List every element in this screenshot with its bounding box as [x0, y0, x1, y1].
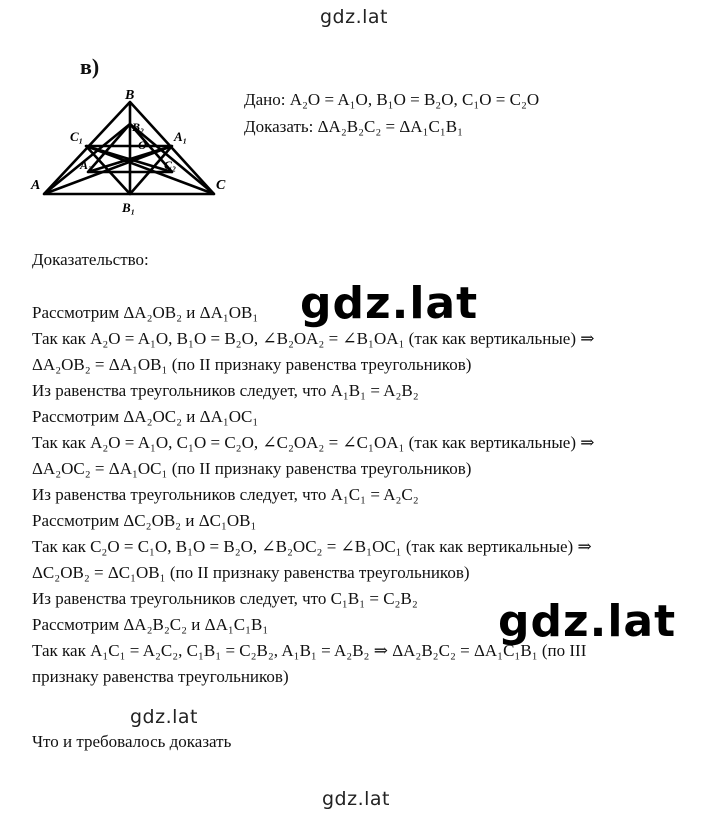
proof-line: Рассмотрим ΔC₂OB₂ и ΔC₁OB₁ — [32, 511, 257, 530]
proof-line: Так как A₁C₁ = A₂C₂, C₁B₁ = C₂B₂, A₁B₁ = A₂B₂ ⇒ ΔA₂B₂C₂ = ΔA₁C₁B₁ (по III — [32, 641, 587, 660]
watermark-top: gdz.lat — [320, 6, 389, 28]
watermark-large-1: gdz.lat — [300, 278, 479, 329]
proof-line: Рассмотрим ΔA₂OB₂ и ΔA₁OB₁ — [32, 303, 259, 322]
proof-line: Так как A₂O = A₁O, B₁O = B₂O, ∠B₂OA₂ = ∠B₁OA₁ (так как вертикальные) ⇒ — [32, 329, 595, 348]
proof-line: ΔA₂OC₂ = ΔA₁OC₁ (по II признаку равенства треугольников) — [32, 459, 472, 478]
watermark-small: gdz.lat — [130, 706, 199, 728]
proof-line: ΔA₂OB₂ = ΔA₁OB₁ (по II признаку равенства треугольников) — [32, 355, 472, 374]
given-block — [244, 86, 539, 140]
proof-line: Так как C₂O = C₁O, B₁O = B₂O, ∠B₂OC₂ = ∠B₁OC₁ (так как вертикальные) ⇒ — [32, 537, 592, 556]
conclusion: Что и требовалось доказать — [32, 732, 232, 751]
label-C: C — [216, 178, 226, 193]
label-C1: C₁ — [70, 129, 84, 144]
proof-line: Из равенства треугольников следует, что A₁C₁ = A₂C₂ — [32, 485, 419, 504]
proof-line: Из равенства треугольников следует, что C₁B₁ = C₂B₂ — [32, 589, 418, 608]
prove-line: Доказать: ΔA₂B₂C₂ = ΔA₁C₁B₁ — [244, 117, 464, 136]
label-C2: C₂ — [164, 158, 177, 172]
proof-line: ΔC₂OB₂ = ΔC₁OB₁ (по II признаку равенства треугольников) — [32, 563, 470, 582]
proof-line: Рассмотрим ΔA₂B₂C₂ и ΔA₁C₁B₁ — [32, 615, 269, 634]
label-B2: B₂ — [132, 120, 145, 134]
label-B1: B₁ — [122, 200, 136, 215]
proof-line: Рассмотрим ΔA₂OC₂ и ΔA₁OC₁ — [32, 407, 259, 426]
watermark-large-2: gdz.lat — [498, 596, 677, 647]
label-A: A — [31, 178, 41, 193]
proof-line: признаку равенства треугольников) — [32, 667, 289, 686]
watermark-bottom: gdz.lat — [322, 788, 391, 810]
label-B: B — [125, 88, 135, 103]
proof-line: Из равенства треугольников следует, что A₁B₁ = A₂B₂ — [32, 381, 419, 400]
given-line: Дано: A₂O = A₁O, B₁O = B₂O, C₁O = C₂O — [244, 90, 540, 109]
label-O: O — [138, 138, 147, 152]
part-label: в) — [80, 54, 100, 79]
triangle-figure — [28, 86, 240, 220]
label-A1: A₁ — [174, 129, 188, 144]
proof-heading: Доказательство: — [32, 250, 149, 269]
label-A2: A₂ — [80, 158, 93, 172]
proof-line: Так как A₂O = A₁O, C₁O = C₂O, ∠C₂OA₂ = ∠C₁OA₁ (так как вертикальные) ⇒ — [32, 433, 595, 452]
